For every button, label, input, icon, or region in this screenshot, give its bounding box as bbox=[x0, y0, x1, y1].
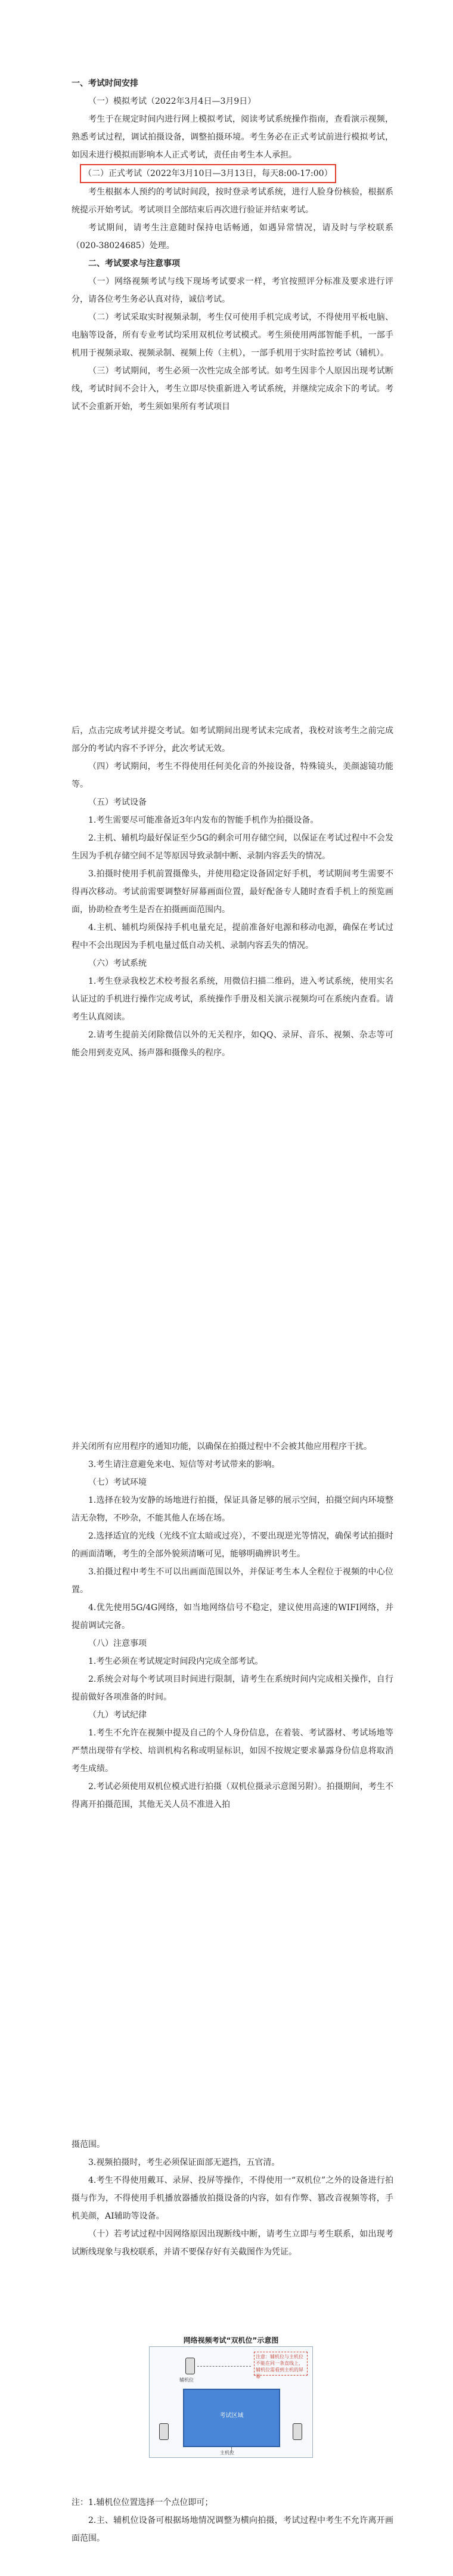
paragraph-env-3: 3.拍摄过程中考生不可以出画面范围以外，并保证考生本人全程位于视频的中心位置。 bbox=[72, 1567, 393, 1595]
paragraph-req-3: （三）考试期间，考生必须一次性完成全部考试。如考生因非个人原因出现考试断线，考试时间不会计入，考生立即尽快重新进入考试系统，并继续完成余下的考试。考试不会重新开始，考生须如果所有考试项目 bbox=[72, 366, 393, 412]
dual-camera-diagram bbox=[149, 2336, 313, 2458]
paragraph-system-3: 3.考生请注意避免来电、短信等对考试带来的影响。 bbox=[88, 1460, 280, 1469]
paragraph-system-2: 2.请考生提前关闭除微信以外的无关程序，如QQ、录屏、音乐、视频、杂志等可能会用到麦克风、扬声器和摄像头的程序。 bbox=[72, 1030, 393, 1058]
diagram-exam-area-label: 考试区域 bbox=[219, 2413, 244, 2419]
paragraph-mock-exam: 考生于在规定时间内进行网上模拟考试，阅读考试系统操作指南，查看演示视频，熟悉考试过程，调试拍摄设备，调整拍摄环境。考生务必在正式考试前进行模拟考试，如因未进行模拟而影响本人正式考试，责任由考生本人承担。 bbox=[72, 115, 393, 160]
section-devices bbox=[72, 722, 393, 1062]
highlight-formal-exam: （二）正式考试（2022年3月10日—3月13日，每天8:00-17:00） bbox=[80, 164, 336, 183]
diagram-title: 网络视频考试“双机位”示意图 bbox=[183, 2336, 279, 2345]
paragraph-device-3: 3.拍摄时使用手机前置摄像头，并使用稳定设备固定好手机，考试期间考生需要不得再次移动。考试前需要调整好屏幕画面位置，最好配备专人随时查看手机上的预览画面，协助检查考生是否在拍摄画面范围内。 bbox=[72, 869, 393, 915]
paragraph-discipline-3: 3.视频拍摄时，考生必须保证面部无遮挡，五官清。 bbox=[88, 2158, 280, 2167]
section-discipline-cont bbox=[72, 2136, 393, 2261]
heading-requirements: 二、考试要求与注意事项 bbox=[88, 259, 180, 268]
phone-icon-right bbox=[293, 2423, 302, 2440]
diagram-exam-area bbox=[183, 2389, 280, 2447]
paragraph-system-1: 1.考生登录我校艺术校考报名系统，用微信扫描二维码，进入考试系统，使用实名认证过的手机进行操作完成考试，系统操作手册及相关演示视频均可在系统内查看。请考生认真阅读。 bbox=[72, 977, 393, 1022]
paragraph-system-2-cont: 并关闭所有应用程序的通知功能，以确保在拍摄过程中不会被其他应用程序干扰。 bbox=[72, 1442, 372, 1451]
phone-icon-aux-top bbox=[185, 2358, 195, 2374]
paragraph-contact: 考试期间，请考生注意随时保持电话畅通，如遇异常情况，请及时与学校联系（020-38024685）处理。 bbox=[72, 223, 393, 251]
phone-icon-left bbox=[159, 2423, 169, 2440]
subheading-mock-exam: （一）模拟考试（2022年3月4日—3月9日） bbox=[88, 97, 256, 106]
paragraph-req-1: （一）网络视频考试与线下现场考试要求一样，考官按照评分标准及要求进行评分，请各位考生务必认真对待，诚信考试。 bbox=[72, 277, 393, 304]
paragraph-notes-1: 1.考生必须在考试规定时间段内完成全部考试。 bbox=[88, 1657, 263, 1666]
heading-system: （六）考试系统 bbox=[88, 959, 147, 968]
diagram-line bbox=[197, 2366, 251, 2367]
heading-schedule: 一、考试时间安排 bbox=[72, 79, 138, 88]
paragraph-discipline-5: （十）若考试过程中因网络原因出现断线中断，请考生立即与考生联系，如出现考试断线现象与我校联系，并请不要保存好有关截图作为凭证。 bbox=[72, 2229, 393, 2257]
paragraph-device-4: 4.主机、辅机均须保持手机电量充足，提前准备好电源和移动电源，确保在考试过程中不会出现因为手机电量过低自动关机、录制内容丢失的情况。 bbox=[72, 923, 393, 950]
paragraph-formal-exam: 考生根据本人预约的考试时间段，按时登录考试系统，进行人脸身份核验，根据系统提示开始考试。考试项目全部结束后再次进行验证并结束考试。 bbox=[72, 187, 393, 215]
diagram-tag-aux: 辅机位 bbox=[179, 2377, 194, 2383]
diagram-tag-main: 主机位 bbox=[220, 2450, 234, 2455]
heading-environment: （七）考试环境 bbox=[88, 1478, 147, 1487]
paragraph-env-1: 1.选择在较为安静的场地进行拍摄，保证具备足够的展示空间，拍摄空间内环境整洁无杂物，不吵杂，不能其他人在场在场。 bbox=[72, 1496, 393, 1523]
paragraph-device-2: 2.主机、辅机均最好保证至少5G的剩余可用存储空间，以保证在考试过程中不会发生因为手机存储空间不足等原因导致录制中断、录制内容丢失的情况。 bbox=[72, 833, 393, 861]
paragraph-req-2: （二）考试采取实时视频录制，考生仅可使用手机完成考试，不得使用平板电脑、电脑等设备，所有专业考试均采用双机位考试模式。考生须使用两部智能手机，一部手机用于视频录取、视频录制、视频上传（主机），一部手机用于实时监控考试（辅机）。 bbox=[72, 313, 393, 358]
paragraph-discipline-1: 1.考生不允许在视频中提及自己的个人身份信息，在着装、考试器材、考试场地等严禁出现带有学校、培训机构名称或明显标识，如因不按规定要求暴露身份信息将取消考生成绩。 bbox=[72, 1728, 393, 1774]
paragraph-env-4: 4.优先使用5G/4G网络，如当地网络信号不稳定，建议使用高速的WIFI网络，并提前调试完备。 bbox=[72, 1603, 393, 1630]
diagram-note: 注意：辅机位与主机位不能在同一条直线上，辅机位需看到主机的屏幕 bbox=[254, 2352, 308, 2376]
paragraph-env-2: 2.选择适宜的光线（光线不宜太暗或过亮），不要出现逆光等情况，确保考试拍摄时的画面清晰，考生的全部外貌须清晰可见，能够明确辨识考生。 bbox=[72, 1531, 393, 1559]
paragraph-discipline-4: 4.考生不得使用戴耳、录屏、投屏等操作，不得使用一“双机位”之外的设备进行拍摄与作为，不得使用手机播放器播放拍摄设备的内容，如有作弊、篡改音视频等将，手机美颜，AI辅助等设备。 bbox=[72, 2176, 393, 2221]
footnote-1: 注：1.辅机位位置选择一个点位即可； bbox=[72, 2498, 213, 2507]
paragraph-notes-2: 2.系统会对每个考试项目时间进行限制，请考生在系统时间内完成相关操作，自行提前做好各项准备的时间。 bbox=[72, 1675, 393, 1702]
section-environment bbox=[72, 1438, 393, 1814]
footnote-2: 2.主、辅机位设备可根据场地情况调整为横向拍摄，考试过程中考生不允许离开画面范围。 bbox=[72, 2516, 393, 2543]
heading-discipline: （九）考试纪律 bbox=[88, 1710, 147, 1720]
heading-notes: （八）注意事项 bbox=[88, 1639, 147, 1648]
paragraph-device-1: 1.考生需要尽可能准备近3年内发布的智能手机作为拍摄设备。 bbox=[88, 816, 319, 825]
paragraph-req-4: （四）考试期间，考生不得使用任何美化音的外接设备，特殊镜头，美颜滤镜功能等。 bbox=[72, 762, 393, 789]
diagram-frame bbox=[149, 2346, 313, 2458]
section-schedule bbox=[72, 75, 393, 416]
paragraph-req-3-cont: 后，点击完成考试并提交考试。如考试期间出现考试未完成者，我校对该考生之前完成部分的考试内容不予评分，此次考试无效。 bbox=[72, 726, 393, 753]
section-footnotes bbox=[72, 2494, 393, 2547]
heading-devices: （五）考试设备 bbox=[88, 798, 147, 807]
paragraph-discipline-2: 2.考试必须使用双机位模式进行拍摄（双机位摄录示意图另附）。拍摄期间，考生不得离开拍摄范围，其他无关人员不准进入拍 bbox=[72, 1782, 393, 1809]
paragraph-discipline-2-cont: 摄范围。 bbox=[72, 2140, 105, 2149]
